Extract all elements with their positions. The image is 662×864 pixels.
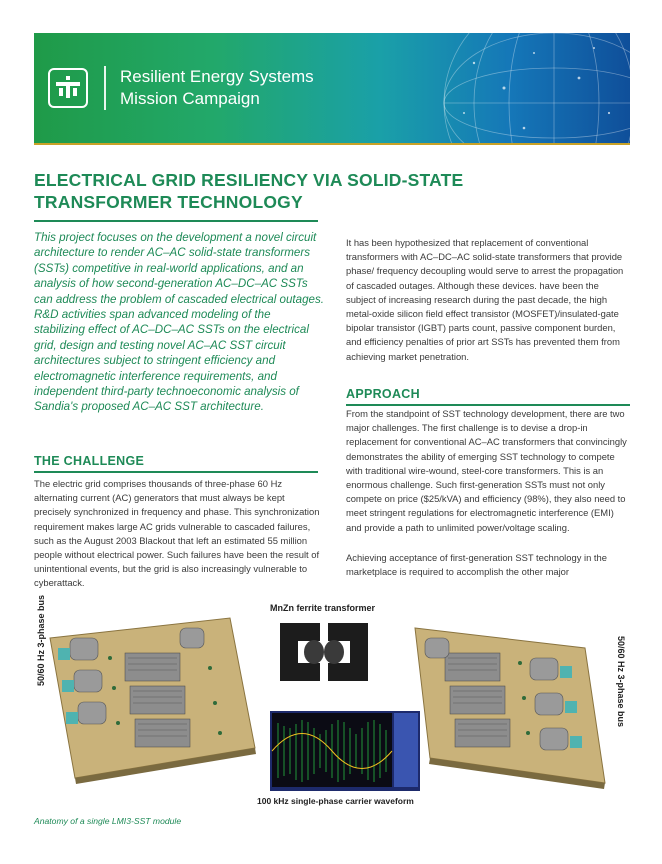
sandia-thunderbird-icon xyxy=(53,73,83,103)
intro-paragraph: This project focuses on the development a novel circuit architecture to render AC–AC solid-state transformers (SSTs) competitive in real-world applications, and an analysis of how second-generation AC–DC–AC SSTs can address the problem of cascaded electrical outages. R&D activities span advanced modeling of the stabilizing effect of AC–DC–AC SSTs on the electrical grid, design and testing novel AC–AC SST circuit architectures subject to stringent efficiency and electromagnetic interference requirements, and independent third-party technoeconomic analysis of Sandia's proposed AC–AC SST architecture. xyxy=(34,231,325,414)
ferrite-transformer-label: MnZn ferrite transformer xyxy=(270,603,376,613)
mnzn-ferrite-transformer-image xyxy=(280,623,368,681)
carrier-waveform-label: 100 kHz single-phase carrier waveform xyxy=(257,796,414,806)
sandia-logo xyxy=(48,68,88,108)
figure-caption: Anatomy of a single LMI3-SST module xyxy=(34,816,182,826)
banner-divider xyxy=(104,66,106,110)
left-circuit-board xyxy=(50,618,256,784)
acceptance-paragraph: Achieving acceptance of first-generation SST technology in the marketplace is required to accomplish the other major xyxy=(346,552,607,578)
right-circuit-board xyxy=(415,628,605,789)
challenge-paragraph: The electric grid comprises thousands of three-phase 60 Hz alternating current (AC) generators that must always be kept precisely synchronized in frequency and phase. This synchronization requirement makes large AC grids vulnerable to cascaded failures, such as the August 2003 Blackout that left an estimated 55 million people without electrical power. Such failures have been the result of unintentional events, but the grid is also increasingly vulnerable to cyberattack. xyxy=(34,478,320,589)
banner-title-line1: Resilient Energy Systems xyxy=(120,67,314,86)
right-bus-label: 50/60 Hz 3-phase bus xyxy=(616,636,626,728)
challenge-rule xyxy=(34,471,318,473)
approach-paragraph: From the standpoint of SST technology development, there are two major challenges. The first challenge is to devise a drop-in replacement for conventional AC–AC transformers that convincingly demonstrates the ability of emerging SST technology to compete with traditional wire-wound, steel-core transformers. This is an enormous challenge. Such first-generation SSTs must not only compete on price ($25/kVA) and efficiency (98%), they also need to meet stringent regulations for electromagnetic interference (EMI) and provide a path to unlimited power/voltage scaling. xyxy=(346,408,627,533)
hypothesis-paragraph: It has been hypothesized that replacement of conventional transformers with AC–DC–AC solid-state transformers that provide phase/ frequency decoupling would serve to arrest the propagation of cascaded outages. Although these devices. have been the subject of increasing research during the past decade, the high metal-oxide silicon field effect transistor (MOSFET)/insulated-gate bipolar transistor (IGBT) parts count, passive component burden, and efficiency penalties of prior art SSTs has prevented them from achieving market penetration. xyxy=(346,237,624,362)
challenge-heading: THE CHALLENGE xyxy=(34,454,145,468)
header-banner xyxy=(34,33,630,143)
banner-stripe xyxy=(34,143,630,145)
page-title: ELECTRICAL GRID RESILIENCY VIA SOLID-STATE TRANSFORMER TECHNOLOGY xyxy=(34,170,464,212)
title-rule xyxy=(34,220,318,222)
oscilloscope-screenshot xyxy=(270,711,420,791)
banner-title-line2: Mission Campaign xyxy=(120,89,260,108)
banner-title xyxy=(120,66,314,110)
approach-heading: APPROACH xyxy=(346,387,420,401)
left-bus-label: 50/60 Hz 3-phase bus xyxy=(36,594,46,686)
approach-rule xyxy=(346,404,630,406)
sst-module-figure xyxy=(30,598,634,816)
